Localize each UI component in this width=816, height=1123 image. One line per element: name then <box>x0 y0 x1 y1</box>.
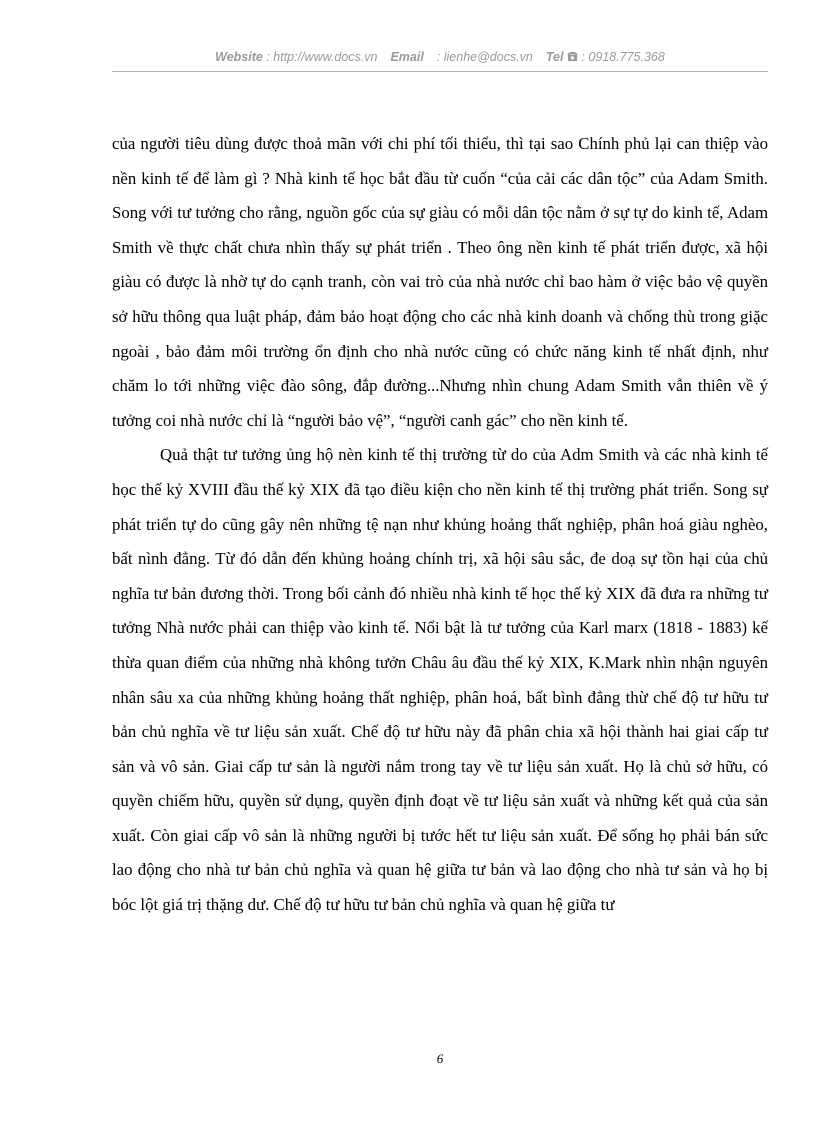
tel-number: : 0918.775.368 <box>581 50 665 64</box>
paragraph: của người tiêu dùng được thoả mãn với chi phí tối thiểu, thì tại sao Chính phủ lại can thiệp vào nền kinh tế để làm gì ? Nhà kinh tế học bắt đầu từ cuốn “của cải các dân tộc” của Adam Smith. Song với tư tưởng cho rằng, nguồn gốc của sự giàu có mỗi dân tộc nằm ở sự tự do kinh tế, Adam Smith về thực chất chưa nhìn thấy sự phát triển . Theo ông nền kinh tế phát triển được, xã hội giàu có được là nhờ tự do cạnh tranh, còn vai trò của nhà nước chỉ bao hàm ở việc bảo vệ quyền sở hữu thông qua luật pháp, đảm bảo hoạt động cho các nhà kinh doanh và chống thù trong giặc ngoài , bảo đảm môi trường ổn định cho nhà nước cũng có chức năng kinh tế nhất định, như chăm lo tới những việc đào sông, đắp đường...Nhưng nhìn chung Adam Smith vẫn thiên về ý tưởng coi nhà nước chỉ là “người bảo vệ”, “người canh gác” cho nền kinh tế. <box>112 134 768 430</box>
page-number: 6 <box>436 1051 444 1066</box>
paragraph: Quả thật tư tưởng ủng hộ nèn kinh tế thị trường từ do của Adm Smith và các nhà kinh tế học thế kỷ XVIII đầu thế kỷ XIX đã tạo điều kiện cho nền kinh tế thị trường phát triển. Song sự phát triển tự do cũng gây nên những tệ nạn như khủng hoảng thất nghiệp, phân hoá giàu nghèo, bất nình đẳng. Từ đó dẫn đến khủng hoảng chính trị, xã hội sâu sắc, đe doạ sự tồn hại của chủ nghĩa tư bản đương thời. Trong bối cảnh đó nhiều nhà kinh tế học thế kỷ XIX đã đưa ra những tư tưởng Nhà nước phải can thiệp vào kinh tế. Nổi bật là tư tưởng của Karl marx (1818 - 1883) kế thừa quan điểm của những nhà không tưởn Châu âu đầu thế kỷ XIX, K.Mark nhìn nhận nguyên nhân sâu xa của những khủng hoảng thất nghiệp, phân hoá, bất bình đẳng thừ chế độ tư hữu tư bản chủ nghĩa về tư liệu sản xuất. Chế độ tư hữu này đã phân chia xã hội thành hai giai cấp tư sản và vô sản. Giai cấp tư sản là người nắm trong tay về tư liệu sản xuất. Họ là chủ sở hữu, có quyền chiếm hữu, quyền sử dụng, quyền định đoạt về tư liệu sản xuất và những kết quả của sản xuất. Còn giai cấp vô sản là những người bị tước hết tư liệu sản xuất. Để sống họ phải bán sức lao động cho nhà tư bản chủ nghĩa và quan hệ giữa tư bản và lao động cho nhà tư sản và họ bị bóc lột giá trị thặng dư. Chế độ tư hữu tư bản chủ nghĩa và quan hệ giữa tư <box>112 445 768 915</box>
email-address[interactable]: : lienhe@docs.vn <box>436 50 533 64</box>
phone-icon <box>567 50 581 64</box>
document-body <box>112 127 768 923</box>
page-header <box>112 50 768 64</box>
email-label: Email <box>390 50 424 64</box>
tel-label: Tel <box>545 50 564 64</box>
website-url[interactable]: : http://www.docs.vn <box>266 50 378 64</box>
website-label: Website <box>215 50 263 64</box>
header-divider <box>112 71 768 72</box>
